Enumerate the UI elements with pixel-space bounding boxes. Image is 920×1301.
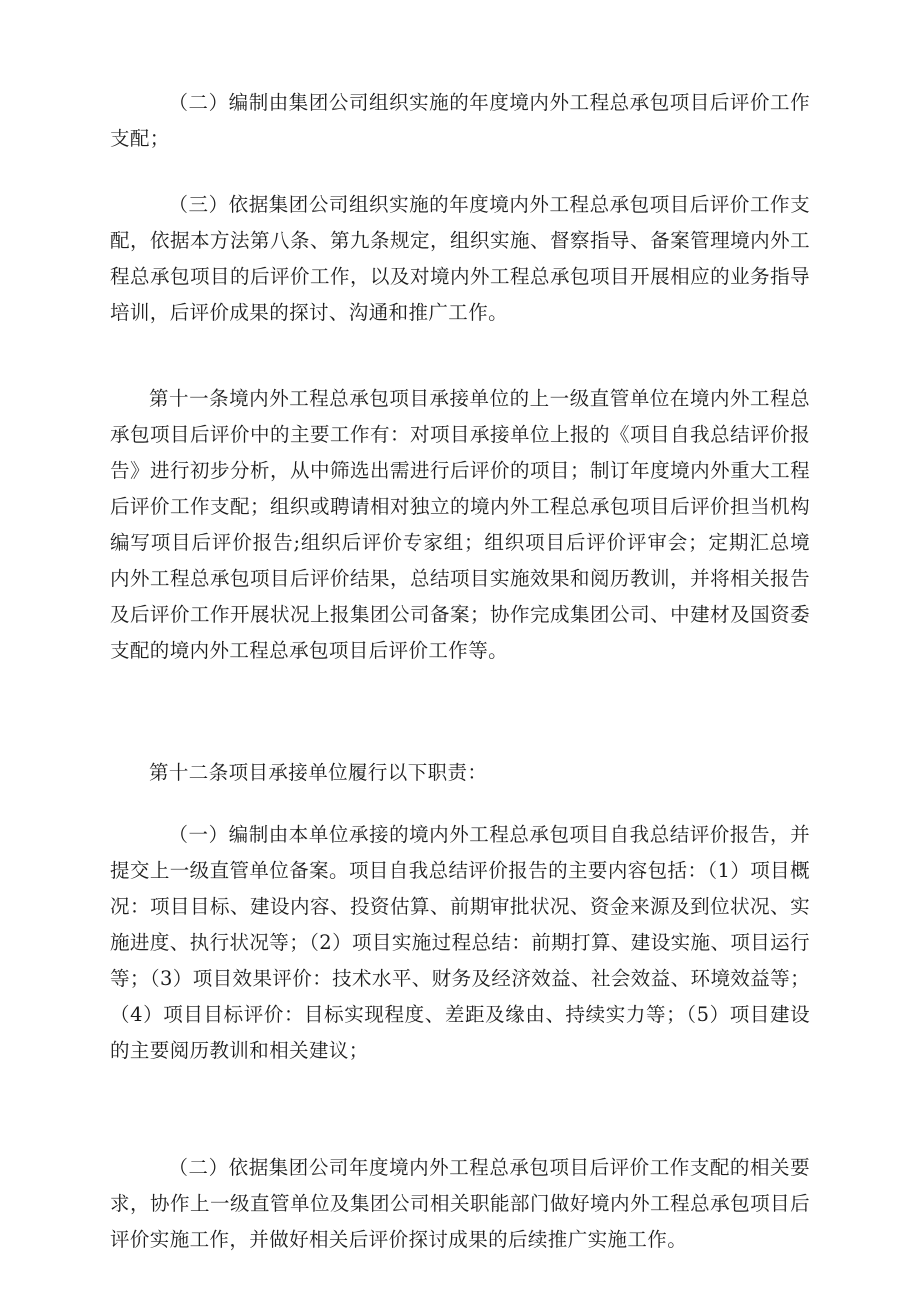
paragraph-duty-1: （一）编制由本单位承接的境内外工程总承包项目自我总结评价报告，并提交上一级直管单位备案。项目自我总结评价报告的主要内容包括：（1）项目概况：项目目标、建设内容、投资估算、前期审批状况、资金来源及到位状况、实施进度、执行状况等；（2）项目实施过程总结：前期打算、建设实施、项目运行等；（3）项目效果评价：技术水平、财务及经济效益、社会效益、环境效益等；（4）项目目标评价：目标实现程度、差距及缘由、持续实力等；（5）项目建设的主要阅历教训和相关建议； [110,823,810,1062]
paragraph-article-12: 第十二条项目承接单位履行以下职责： [149,761,488,784]
paragraph-article-11: 第十一条境内外工程总承包项目承接单位的上一级直管单位在境内外工程总承包项目后评价中的主要工作有：对项目承接单位上报的《项目自我总结评价报告》进行初步分析，从中筛选出需进行后评价的项目；制订年度境内外重大工程后评价工作支配；组织或聘请相对独立的境内外工程总承包项目后评价担当机构编写项目后评价报告;组织后评价专家组；组织项目后评价评审会；定期汇总境内外工程总承包项目后评价结果，总结项目实施效果和阅历教训，并将相关报告及后评价工作开展状况上报集团公司备案；协作完成集团公司、中建材及国资委支配的境内外工程总承包项目后评价工作等。 [110,387,810,662]
paragraph-item-2: （二）编制由集团公司组织实施的年度境内外工程总承包项目后评价工作支配； [110,91,810,150]
paragraph-duty-2: （二）依据集团公司年度境内外工程总承包项目后评价工作支配的相关要求，协作上一级直管单位及集团公司相关职能部门做好境内外工程总承包项目后评价实施工作，并做好相关后评价探讨成果的后续推广实施工作。 [110,1156,810,1251]
paragraph-item-3: （三）依据集团公司组织实施的年度境内外工程总承包项目后评价工作支配，依据本方法第八条、第九条规定，组织实施、督察指导、备案管理境内外工程总承包项目的后评价工作，以及对境内外工程总承包项目开展相应的业务指导培训，后评价成果的探讨、沟通和推广工作。 [110,193,810,324]
